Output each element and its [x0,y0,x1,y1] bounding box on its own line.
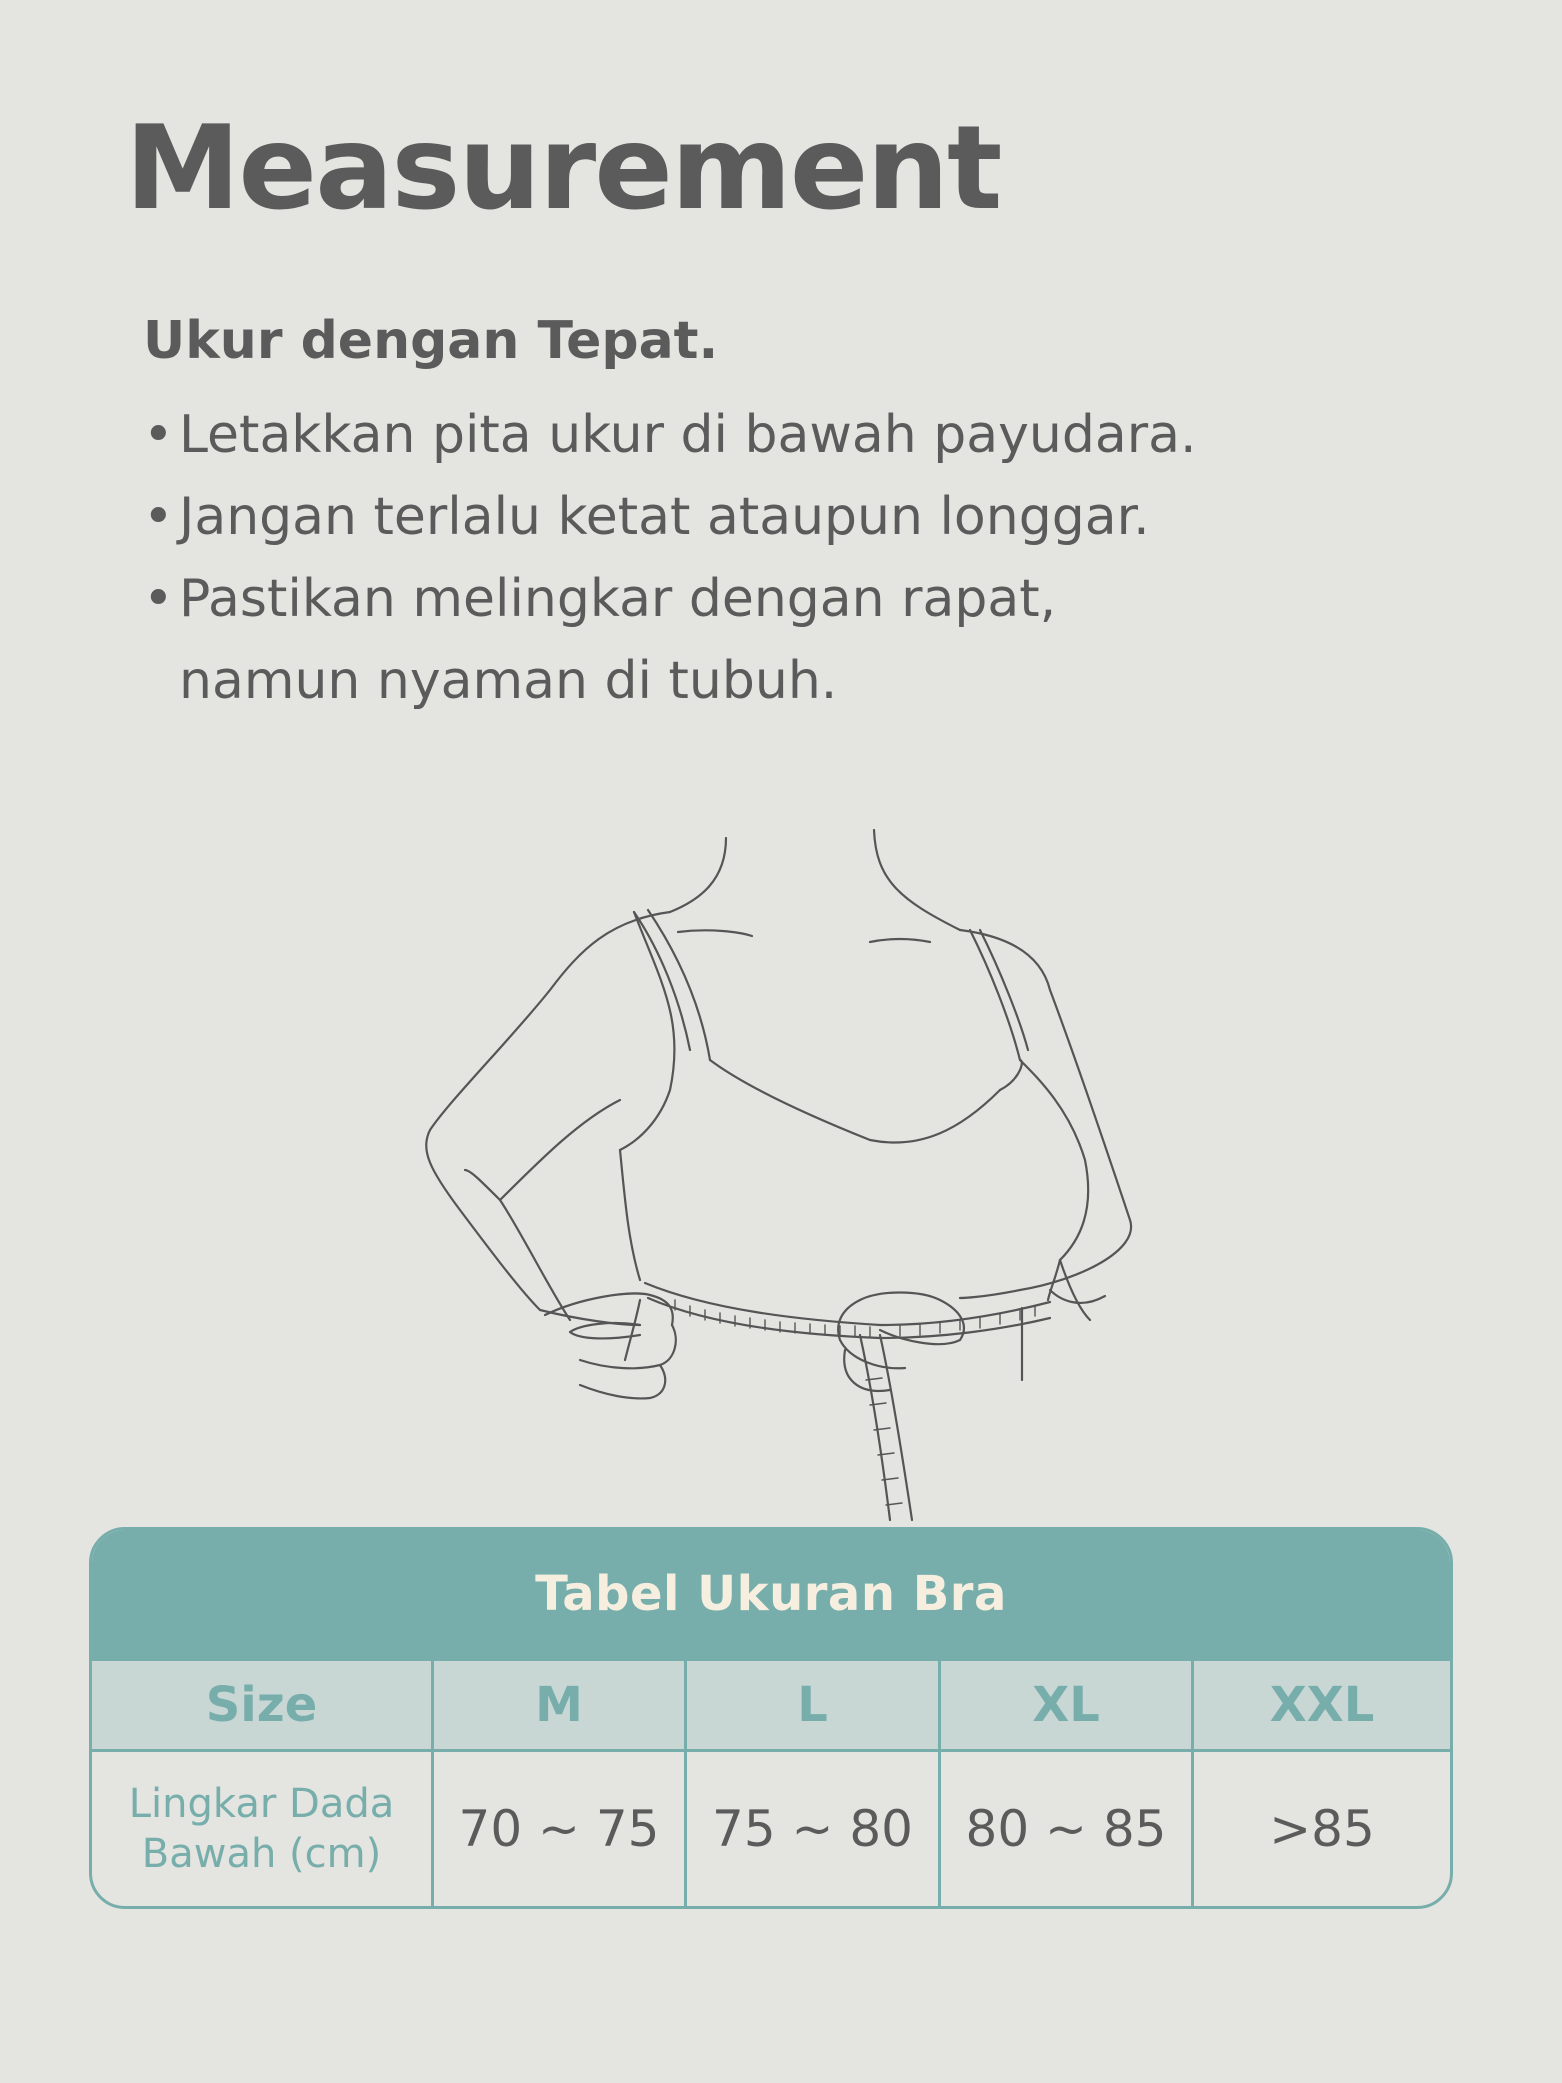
instruction-bullet [143,394,1443,476]
size-cell-m: M [434,1661,687,1749]
size-cell-xl: XL [941,1661,1194,1749]
table-title: Tabel Ukuran Bra [92,1530,1450,1658]
measurement-row [92,1752,1450,1906]
measurement-cell-l: 75 ~ 80 [687,1752,941,1906]
size-header-cell: Size [92,1661,434,1749]
measurement-cell-m: 70 ~ 75 [434,1752,687,1906]
instructions-subtitle: Ukur dengan Tepat. [143,311,719,371]
instruction-text: Letakkan pita ukur di bawah payudara. [179,404,1197,465]
instruction-text: Jangan terlalu ketat ataupun longgar. [179,486,1150,547]
size-header-row [92,1658,1450,1752]
size-cell-l: L [687,1661,941,1749]
instruction-bullet [143,476,1443,558]
size-cell-xxl: XXL [1269,1677,1375,1733]
instruction-text: Pastikan melingkar dengan rapat, namun nyaman di tubuh. [179,568,1057,711]
measuring-tape-underbust-illustration [280,820,1220,1540]
bullet-icon: • [143,568,174,629]
bullet-icon: • [143,404,174,465]
page-title: Measurement [125,101,1001,236]
measurement-cell-xxl: >85 [1269,1800,1375,1858]
measurement-cell-xl: 80 ~ 85 [941,1752,1194,1906]
measurement-label: Lingkar Dada Bawah (cm) [92,1752,434,1906]
bra-size-table [89,1527,1453,1909]
measurement-instructions [143,312,1443,722]
bullet-icon: • [143,486,174,547]
instruction-bullet [143,558,1443,722]
